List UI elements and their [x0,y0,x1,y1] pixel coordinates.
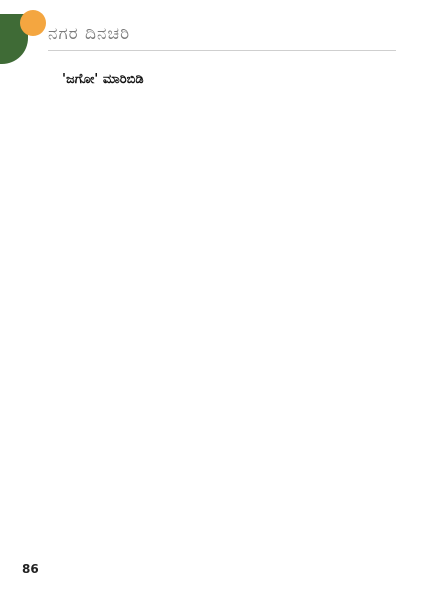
section-title: ನಗರ ದಿನಚರಿ [48,24,131,44]
article-body [62,66,394,550]
section-heading: 'ಜಗೋ' ಮಾರಿಬಿಡಿ [62,72,144,87]
header-divider [48,50,396,51]
page-number: 86 [22,562,39,576]
header-corner-dot [20,10,46,36]
